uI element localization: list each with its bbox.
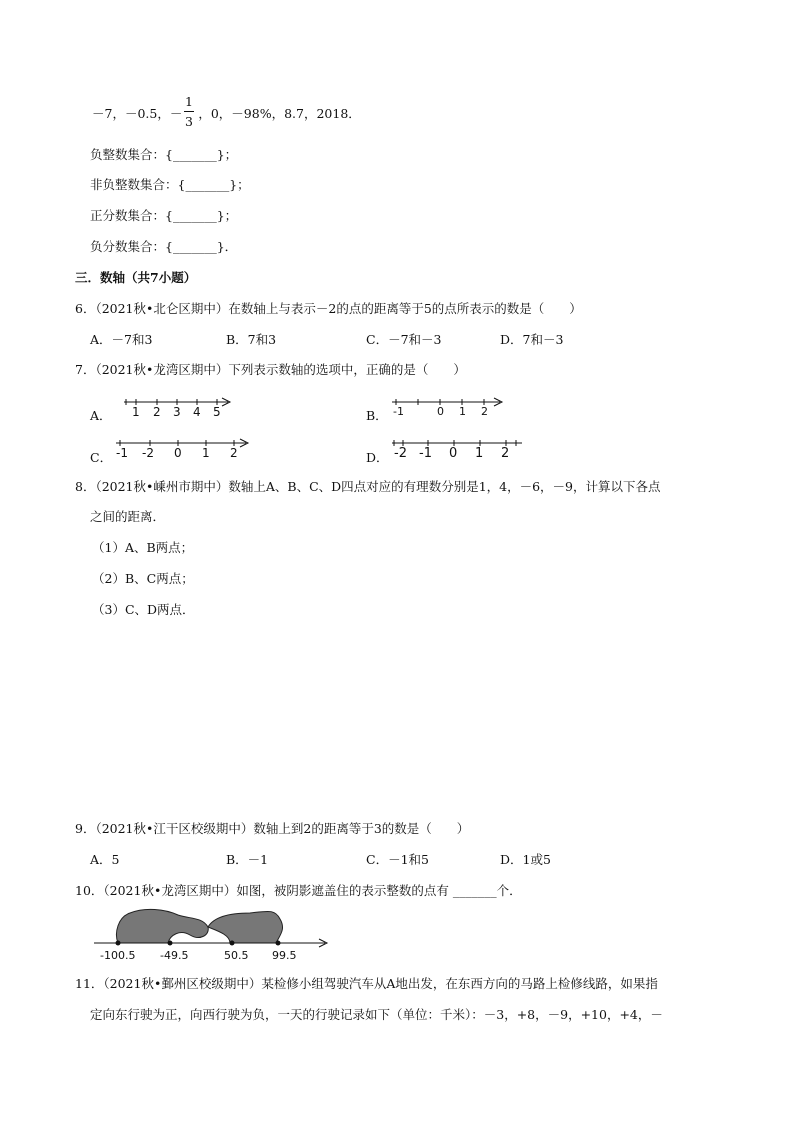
q8-part-3: （3）C、D两点．: [92, 602, 195, 617]
number-list: [92, 106, 361, 122]
set-positive-fractions: 正分数集合：{_______}；: [90, 208, 238, 223]
set-negative-fractions: 负分数集合：{_______}．: [90, 239, 238, 254]
q7-axis-c-label: 2: [230, 446, 238, 460]
set-negative-integers: 负整数集合：{_______}；: [90, 147, 238, 162]
q8-part-2: （2）B、C两点；: [92, 571, 194, 586]
set-nonnegative-integers: 非负整数集合：{_______}；: [90, 177, 250, 192]
q7-label-a: A．: [90, 408, 112, 423]
q10-axis-label: 50.5: [224, 949, 249, 962]
q7-axis-c: [114, 437, 254, 467]
q6-option-c: C．－7和－3: [366, 332, 442, 347]
q7-label-c: C．: [90, 450, 113, 465]
q7-axis-b-label: -1: [393, 405, 404, 418]
q11-line-1: 11．（2021秋•鄞州区校级期中）某检修小组驾驶汽车从A地出发，在东西方向的马路上检修线路，如果指: [75, 976, 658, 991]
q10-shade-left: [117, 909, 209, 943]
q7-axis-c-label: -2: [142, 446, 154, 460]
q7-axis-d-label: 1: [475, 446, 484, 461]
q7-stem: 7．（2021秋•龙湾区期中）下列表示数轴的选项中，正确的是（ ）: [75, 362, 466, 377]
q7-axis-b-label: 2: [481, 405, 488, 418]
q10-number-line-figure: [90, 905, 340, 965]
q7-axis-a: [120, 396, 240, 426]
q6-option-a: A．－7和3: [90, 332, 153, 347]
q7-axis-d-label: 0: [449, 446, 458, 461]
q7-axis-a-label: 5: [213, 405, 221, 419]
q7-axis-c-label: 1: [202, 446, 210, 460]
q8-stem-line-1: 8．（2021秋•嵊州市期中）数轴上A、B、C、D四点对应的有理数分别是1，4，－6，－9，计算以下各点: [75, 479, 661, 494]
q9-option-c: C．－1和5: [366, 852, 429, 867]
number-list-after: ，0，－98%，8.7，2018．: [198, 106, 361, 121]
q10-axis-label: -100.5: [100, 949, 136, 962]
q6-stem: 6．（2021秋•北仑区期中）在数轴上与表示－2的点的距离等于5的点所表示的数是（ ）: [75, 301, 582, 316]
q6-option-b: B．7和3: [226, 332, 277, 347]
q10-axis-label: -49.5: [160, 949, 189, 962]
q7-axis-c-label: -1: [116, 446, 128, 460]
q8-stem-line-2: 之间的距离．: [90, 509, 166, 524]
q6-option-d: D．7和－3: [500, 332, 564, 347]
q7-label-b: B．: [366, 408, 388, 423]
q7-axis-a-label: 2: [153, 405, 161, 419]
q10-shade-right: [208, 911, 283, 943]
fraction-numerator: 1: [185, 94, 193, 109]
q9-option-d: D．1或5: [500, 852, 551, 867]
q7-axis-d-label: -1: [419, 446, 432, 461]
q9-stem: 9．（2021秋•江干区校级期中）数轴上到2的距离等于3的数是（ ）: [75, 821, 470, 836]
q10-stem: 10．（2021秋•龙湾区期中）如图，被阴影遮盖住的表示整数的点有 _______个．: [75, 883, 522, 898]
q9-option-a: A．5: [90, 852, 120, 867]
q7-axis-b: [392, 396, 512, 426]
q9-option-b: B．－1: [226, 852, 269, 867]
q7-axis-d-label: -2: [394, 446, 407, 461]
fraction-bar: [184, 111, 194, 112]
q7-axis-c-label: 0: [174, 446, 182, 460]
fraction-denominator: 3: [185, 114, 193, 129]
q7-axis-b-label: 1: [459, 405, 466, 418]
number-list-before: －7，－0.5，－: [92, 106, 183, 121]
section-heading: 三．数轴（共7小题）: [75, 270, 197, 285]
q7-axis-a-label: 3: [173, 405, 181, 419]
q7-label-d: D．: [366, 450, 389, 465]
q7-axis-b-label: 0: [437, 405, 444, 418]
q7-axis-d-label: 2: [501, 446, 510, 461]
q7-axis-a-label: 4: [193, 405, 201, 419]
q8-part-1: （1）A、B两点；: [92, 540, 194, 555]
q10-axis-label: 99.5: [272, 949, 297, 962]
q11-line-2: 定向东行驶为正，向西行驶为负，一天的行驶记录如下（单位：千米）：－3，+8，－9，+10，+4，－: [90, 1007, 663, 1022]
q7-axis-a-label: 1: [132, 405, 140, 419]
q7-axis-d: [390, 437, 530, 467]
